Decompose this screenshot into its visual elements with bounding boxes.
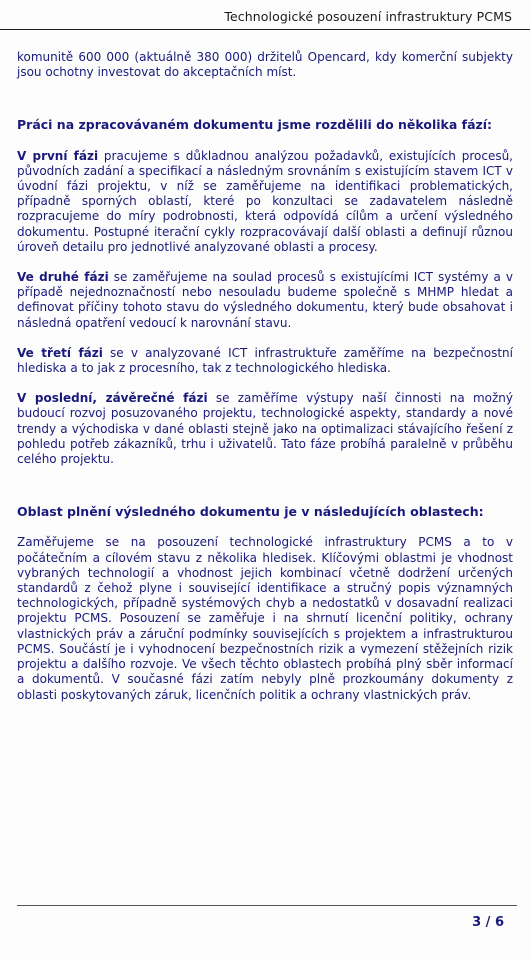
areas-heading: Oblast plnění výsledného dokumentu je v následujících oblastech: (17, 504, 484, 520)
page-number: 3 / 6 (472, 915, 504, 930)
intro-paragraph: komunitě 600 000 (aktuálně 380 000) držitelů Opencard, kdy komerční subjekty jsou ochotny investovat do akceptačních míst. (17, 50, 513, 80)
phase-4-lead: V poslední, závěrečné fázi (17, 391, 208, 406)
phase-paragraph-4 (17, 391, 513, 467)
header-divider (0, 29, 530, 30)
document-body (17, 50, 513, 703)
phase-paragraph-2 (17, 270, 513, 331)
phase-3-text: se v analyzované ICT infrastruktuře zaměříme na bezpečnostní hlediska a to jak z procesního, tak z technologického hlediska. (17, 345, 513, 376)
phase-4-text: se zaměříme výstupy naší činnosti na možný budoucí rozvoj posuzovaného projektu, technologické aspekty, standardy a nové trendy a východiska v dané oblasti stejně jako na optimalizaci stávajícího řešení z pohledu potřeb zákazníků, trhu i uživatelů. Tato fáze probíhá paralelně v průběhu celého projektu. (17, 391, 514, 467)
phases-heading: Práci na zpracovávaném dokumentu jsme rozdělili do několika fází: (17, 117, 493, 133)
phase-3-lead: Ve třetí fázi (17, 345, 103, 360)
footer-divider (17, 905, 517, 906)
phase-paragraph-1 (17, 149, 513, 255)
phase-paragraph-3 (17, 346, 513, 376)
phase-2-text: se zaměřujeme na soulad procesů s existujícími ICT systémy a v případě nejednoznačností nebo nesouladu budeme společně s MHMP hledat a definovat příčiny tohoto stavu do výsledného dokumentu, který bude obsahovat i následná opatření vedoucí k narovnání stavu. (17, 270, 514, 330)
header-title: Technologické posouzení infrastruktury PCMS (224, 9, 512, 24)
phase-1-text: pracujeme s důkladnou analýzou požadavků, existujících procesů, původních zadání a specifikací a následným srovnáním s existujícím stavem ICT v úvodní fázi projektu, v níž se zaměřujeme na identifikaci problematických, případně sporných oblastí, které po konzultaci se zadavatelem následně rozpracujeme do míry podrobnosti, která odpovídá cílům a určení výsledného dokumentu. Postupné iterační cykly rozpracovávají další oblasti a definují různou úroveň detailu pro jednotlivé analyzované oblasti a procesy. (17, 148, 513, 254)
phase-1-lead: V první fázi (17, 148, 99, 163)
phase-2-lead: Ve druhé fázi (17, 270, 109, 285)
areas-paragraph: Zaměřujeme se na posouzení technologické infrastruktury PCMS a to v počátečním a cílovém stavu z několika hledisek. Klíčovými oblastmi je vhodnost vybraných technologií a vhodnost jejich kombinací včetně dodržení určených standardů z čehož plyne i související identifikace a stručný popis významných technologických, případně systémových chyb a nedostatků v dosavadní realizaci projektu PCMS. Posouzení se zaměřuje i na shrnutí licenční politiky, ochrany vlastnických práv a záruční podmínky souvisejících s projektem a infrastrukturou PCMS. Součástí je i vyhodnocení bezpečnostních rizik a vymezení stěžejních rizik projektu a dalšího rozvoje. Ve všech těchto oblastech probíhá plný sběr informací a dokumentů. V současné fázi zatím nebyly plně prozkoumány dokumenty z oblasti poskytovaných záruk, licenčních politik a ochrany vlastnických práv. (17, 535, 513, 702)
